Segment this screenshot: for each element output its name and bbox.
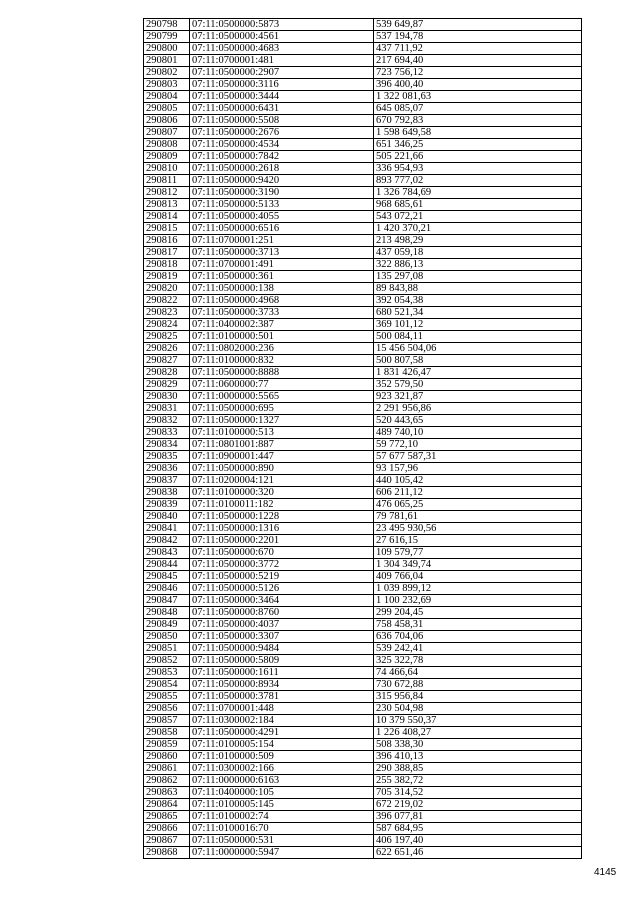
table-row (144, 391, 582, 403)
cadastral-number-cell: 07:11:0400000:105 (190, 787, 374, 799)
row-number-cell: 290860 (144, 751, 190, 763)
cadastral-number-cell: 07:11:0000000:6163 (190, 775, 374, 787)
value-cell: 705 314,52 (374, 787, 582, 799)
cadastral-number-cell: 07:11:0500000:4534 (190, 139, 374, 151)
table-row (144, 271, 582, 283)
value-cell: 213 498,29 (374, 235, 582, 247)
table-row (144, 787, 582, 799)
table-row (144, 283, 582, 295)
cadastral-number-cell: 07:11:0500000:4968 (190, 295, 374, 307)
value-cell: 1 326 784,69 (374, 187, 582, 199)
row-number-cell: 290798 (144, 19, 190, 31)
cadastral-number-cell: 07:11:0500000:3444 (190, 91, 374, 103)
cadastral-number-cell: 07:11:0500000:2676 (190, 127, 374, 139)
cadastral-number-cell: 07:11:0500000:2907 (190, 67, 374, 79)
row-number-cell: 290817 (144, 247, 190, 259)
table-row (144, 403, 582, 415)
cadastral-number-cell: 07:11:0100000:320 (190, 487, 374, 499)
value-cell: 539 649,87 (374, 19, 582, 31)
row-number-cell: 290840 (144, 511, 190, 523)
cadastral-number-cell: 07:11:0700001:448 (190, 703, 374, 715)
table-row (144, 523, 582, 535)
table-row (144, 355, 582, 367)
row-number-cell: 290837 (144, 475, 190, 487)
value-cell: 217 694,40 (374, 55, 582, 67)
cadastral-number-cell: 07:11:0100005:145 (190, 799, 374, 811)
table-row (144, 823, 582, 835)
value-cell: 440 105,42 (374, 475, 582, 487)
row-number-cell: 290800 (144, 43, 190, 55)
value-cell: 723 756,12 (374, 67, 582, 79)
cadastral-number-cell: 07:11:0500000:3733 (190, 307, 374, 319)
row-number-cell: 290816 (144, 235, 190, 247)
cadastral-number-cell: 07:11:0300002:184 (190, 715, 374, 727)
value-cell: 290 388,85 (374, 763, 582, 775)
table-row (144, 103, 582, 115)
cadastral-number-cell: 07:11:0500000:695 (190, 403, 374, 415)
table-row (144, 619, 582, 631)
cadastral-number-cell: 07:11:0500000:5809 (190, 655, 374, 667)
value-cell: 135 297,08 (374, 271, 582, 283)
cadastral-number-cell: 07:11:0500000:890 (190, 463, 374, 475)
cadastral-number-cell: 07:11:0500000:361 (190, 271, 374, 283)
cadastral-number-cell: 07:11:0300002:166 (190, 763, 374, 775)
row-number-cell: 290841 (144, 523, 190, 535)
value-cell: 587 684,95 (374, 823, 582, 835)
value-cell: 322 886,13 (374, 259, 582, 271)
cadastral-number-cell: 07:11:0500000:3781 (190, 691, 374, 703)
cadastral-number-cell: 07:11:0500000:3713 (190, 247, 374, 259)
row-number-cell: 290813 (144, 199, 190, 211)
row-number-cell: 290825 (144, 331, 190, 343)
row-number-cell: 290801 (144, 55, 190, 67)
table-row (144, 751, 582, 763)
value-cell: 606 211,12 (374, 487, 582, 499)
table-row (144, 559, 582, 571)
row-number-cell: 290858 (144, 727, 190, 739)
row-number-cell: 290822 (144, 295, 190, 307)
row-number-cell: 290802 (144, 67, 190, 79)
cadastral-number-cell: 07:11:0100005:154 (190, 739, 374, 751)
row-number-cell: 290807 (144, 127, 190, 139)
row-number-cell: 290827 (144, 355, 190, 367)
row-number-cell: 290804 (144, 91, 190, 103)
cadastral-number-cell: 07:11:0500000:9420 (190, 175, 374, 187)
cadastral-number-cell: 07:11:0600000:77 (190, 379, 374, 391)
table-row (144, 43, 582, 55)
value-cell: 336 954,93 (374, 163, 582, 175)
row-number-cell: 290820 (144, 283, 190, 295)
cadastral-number-cell: 07:11:0500000:3464 (190, 595, 374, 607)
table-row (144, 739, 582, 751)
table-row (144, 223, 582, 235)
row-number-cell: 290835 (144, 451, 190, 463)
cadastral-number-cell: 07:11:0500000:1228 (190, 511, 374, 523)
value-cell: 315 956,84 (374, 691, 582, 703)
cadastral-number-cell: 07:11:0500000:6516 (190, 223, 374, 235)
table-row (144, 571, 582, 583)
table-row (144, 151, 582, 163)
value-cell: 672 219,02 (374, 799, 582, 811)
value-cell: 670 792,83 (374, 115, 582, 127)
row-number-cell: 290839 (144, 499, 190, 511)
value-cell: 1 420 370,21 (374, 223, 582, 235)
table-row (144, 451, 582, 463)
cadastral-number-cell: 07:11:0500000:3772 (190, 559, 374, 571)
table-row (144, 583, 582, 595)
cadastral-number-cell: 07:11:0500000:4055 (190, 211, 374, 223)
value-cell: 10 379 550,37 (374, 715, 582, 727)
value-cell: 57 677 587,31 (374, 451, 582, 463)
row-number-cell: 290799 (144, 31, 190, 43)
table-row (144, 415, 582, 427)
value-cell: 409 766,04 (374, 571, 582, 583)
table-body (144, 19, 582, 859)
table-row (144, 703, 582, 715)
cadastral-number-cell: 07:11:0700001:491 (190, 259, 374, 271)
table-row (144, 547, 582, 559)
table-row (144, 199, 582, 211)
cadastral-number-cell: 07:11:0500000:4037 (190, 619, 374, 631)
cadastral-number-cell: 07:11:0500000:7842 (190, 151, 374, 163)
cadastral-number-cell: 07:11:0100000:513 (190, 427, 374, 439)
table-row (144, 211, 582, 223)
table-row (144, 91, 582, 103)
cadastral-number-cell: 07:11:0200004:121 (190, 475, 374, 487)
value-cell: 476 065,25 (374, 499, 582, 511)
table-row (144, 811, 582, 823)
table-row (144, 331, 582, 343)
cadastral-number-cell: 07:11:0500000:3116 (190, 79, 374, 91)
table-row (144, 115, 582, 127)
value-cell: 230 504,98 (374, 703, 582, 715)
value-cell: 489 740,10 (374, 427, 582, 439)
row-number-cell: 290853 (144, 667, 190, 679)
row-number-cell: 290855 (144, 691, 190, 703)
data-table (143, 18, 582, 859)
row-number-cell: 290842 (144, 535, 190, 547)
row-number-cell: 290812 (144, 187, 190, 199)
table-row (144, 535, 582, 547)
row-number-cell: 290815 (144, 223, 190, 235)
table-row (144, 475, 582, 487)
value-cell: 923 321,87 (374, 391, 582, 403)
value-cell: 520 443,65 (374, 415, 582, 427)
row-number-cell: 290849 (144, 619, 190, 631)
value-cell: 636 704,06 (374, 631, 582, 643)
cadastral-number-cell: 07:11:0100011:182 (190, 499, 374, 511)
row-number-cell: 290863 (144, 787, 190, 799)
table-row (144, 67, 582, 79)
cadastral-number-cell: 07:11:0500000:1611 (190, 667, 374, 679)
table-row (144, 763, 582, 775)
row-number-cell: 290851 (144, 643, 190, 655)
value-cell: 23 495 930,56 (374, 523, 582, 535)
row-number-cell: 290811 (144, 175, 190, 187)
row-number-cell: 290868 (144, 847, 190, 859)
row-number-cell: 290830 (144, 391, 190, 403)
row-number-cell: 290861 (144, 763, 190, 775)
table-row (144, 175, 582, 187)
cadastral-number-cell: 07:11:0500000:138 (190, 283, 374, 295)
value-cell: 59 772,10 (374, 439, 582, 451)
row-number-cell: 290819 (144, 271, 190, 283)
cadastral-number-cell: 07:11:0500000:4561 (190, 31, 374, 43)
cadastral-number-cell: 07:11:0100000:501 (190, 331, 374, 343)
value-cell: 500 807,58 (374, 355, 582, 367)
row-number-cell: 290829 (144, 379, 190, 391)
value-cell: 1 226 408,27 (374, 727, 582, 739)
value-cell: 255 382,72 (374, 775, 582, 787)
row-number-cell: 290828 (144, 367, 190, 379)
row-number-cell: 290845 (144, 571, 190, 583)
table-row (144, 727, 582, 739)
table-row (144, 127, 582, 139)
table-row (144, 295, 582, 307)
value-cell: 396 077,81 (374, 811, 582, 823)
value-cell: 1 100 232,69 (374, 595, 582, 607)
cadastral-number-cell: 07:11:0500000:2201 (190, 535, 374, 547)
value-cell: 2 291 956,86 (374, 403, 582, 415)
value-cell: 27 616,15 (374, 535, 582, 547)
table-row (144, 595, 582, 607)
value-cell: 1 831 426,47 (374, 367, 582, 379)
value-cell: 893 777,02 (374, 175, 582, 187)
row-number-cell: 290859 (144, 739, 190, 751)
row-number-cell: 290809 (144, 151, 190, 163)
row-number-cell: 290852 (144, 655, 190, 667)
value-cell: 89 843,88 (374, 283, 582, 295)
table-row (144, 235, 582, 247)
cadastral-number-cell: 07:11:0000000:5947 (190, 847, 374, 859)
row-number-cell: 290838 (144, 487, 190, 499)
cadastral-number-cell: 07:11:0100000:832 (190, 355, 374, 367)
cadastral-number-cell: 07:11:0801001:887 (190, 439, 374, 451)
value-cell: 392 054,38 (374, 295, 582, 307)
value-cell: 74 466,64 (374, 667, 582, 679)
row-number-cell: 290865 (144, 811, 190, 823)
row-number-cell: 290832 (144, 415, 190, 427)
table-row (144, 307, 582, 319)
row-number-cell: 290867 (144, 835, 190, 847)
value-cell: 537 194,78 (374, 31, 582, 43)
table-row (144, 655, 582, 667)
cadastral-number-cell: 07:11:0500000:1316 (190, 523, 374, 535)
cadastral-number-cell: 07:11:0500000:3307 (190, 631, 374, 643)
table-row (144, 691, 582, 703)
row-number-cell: 290818 (144, 259, 190, 271)
table-row (144, 835, 582, 847)
row-number-cell: 290826 (144, 343, 190, 355)
row-number-cell: 290843 (144, 547, 190, 559)
value-cell: 622 651,46 (374, 847, 582, 859)
table-row (144, 187, 582, 199)
table-row (144, 847, 582, 859)
cadastral-number-cell: 07:11:0500000:3190 (190, 187, 374, 199)
cadastral-number-cell: 07:11:0500000:9484 (190, 643, 374, 655)
cadastral-number-cell: 07:11:0500000:5873 (190, 19, 374, 31)
page-number: 4145 (594, 867, 617, 878)
value-cell: 543 072,21 (374, 211, 582, 223)
row-number-cell: 290805 (144, 103, 190, 115)
row-number-cell: 290854 (144, 679, 190, 691)
row-number-cell: 290831 (144, 403, 190, 415)
row-number-cell: 290857 (144, 715, 190, 727)
cadastral-number-cell: 07:11:0500000:4291 (190, 727, 374, 739)
table-row (144, 631, 582, 643)
value-cell: 505 221,66 (374, 151, 582, 163)
value-cell: 109 579,77 (374, 547, 582, 559)
value-cell: 539 242,41 (374, 643, 582, 655)
row-number-cell: 290834 (144, 439, 190, 451)
value-cell: 396 410,13 (374, 751, 582, 763)
cadastral-number-cell: 07:11:0500000:8888 (190, 367, 374, 379)
cadastral-number-cell: 07:11:0500000:5508 (190, 115, 374, 127)
table-row (144, 499, 582, 511)
value-cell: 437 711,92 (374, 43, 582, 55)
table-row (144, 463, 582, 475)
value-cell: 1 322 081,63 (374, 91, 582, 103)
value-cell: 680 521,34 (374, 307, 582, 319)
value-cell: 500 084,11 (374, 331, 582, 343)
cadastral-number-cell: 07:11:0700001:481 (190, 55, 374, 67)
table-row (144, 667, 582, 679)
table-row (144, 163, 582, 175)
cadastral-number-cell: 07:11:0500000:6431 (190, 103, 374, 115)
value-cell: 1 598 649,58 (374, 127, 582, 139)
cadastral-number-cell: 07:11:0500000:5219 (190, 571, 374, 583)
cadastral-number-cell: 07:11:0500000:1327 (190, 415, 374, 427)
value-cell: 437 059,18 (374, 247, 582, 259)
value-cell: 508 338,30 (374, 739, 582, 751)
row-number-cell: 290850 (144, 631, 190, 643)
value-cell: 299 204,45 (374, 607, 582, 619)
table-row (144, 259, 582, 271)
cadastral-number-cell: 07:11:0500000:5133 (190, 199, 374, 211)
table-row (144, 19, 582, 31)
row-number-cell: 290833 (144, 427, 190, 439)
value-cell: 651 346,25 (374, 139, 582, 151)
row-number-cell: 290846 (144, 583, 190, 595)
table-row (144, 367, 582, 379)
row-number-cell: 290866 (144, 823, 190, 835)
cadastral-number-cell: 07:11:0500000:8760 (190, 607, 374, 619)
cadastral-number-cell: 07:11:0500000:670 (190, 547, 374, 559)
table-row (144, 607, 582, 619)
row-number-cell: 290806 (144, 115, 190, 127)
cadastral-number-cell: 07:11:0900001:447 (190, 451, 374, 463)
row-number-cell: 290836 (144, 463, 190, 475)
row-number-cell: 290823 (144, 307, 190, 319)
value-cell: 79 781,61 (374, 511, 582, 523)
table-row (144, 55, 582, 67)
table-row (144, 775, 582, 787)
row-number-cell: 290847 (144, 595, 190, 607)
table-row (144, 379, 582, 391)
table-row (144, 343, 582, 355)
value-cell: 1 039 899,12 (374, 583, 582, 595)
value-cell: 758 458,31 (374, 619, 582, 631)
cadastral-number-cell: 07:11:0100002:74 (190, 811, 374, 823)
value-cell: 968 685,61 (374, 199, 582, 211)
table-row (144, 487, 582, 499)
table-row (144, 427, 582, 439)
table-row (144, 511, 582, 523)
table-row (144, 439, 582, 451)
cadastral-number-cell: 07:11:0100000:509 (190, 751, 374, 763)
cadastral-number-cell: 07:11:0100016:70 (190, 823, 374, 835)
value-cell: 730 672,88 (374, 679, 582, 691)
table-row (144, 79, 582, 91)
table-row (144, 715, 582, 727)
cadastral-number-cell: 07:11:0500000:5126 (190, 583, 374, 595)
cadastral-number-cell: 07:11:0700001:251 (190, 235, 374, 247)
value-cell: 93 157,96 (374, 463, 582, 475)
value-cell: 15 456 504,06 (374, 343, 582, 355)
cadastral-number-cell: 07:11:0500000:4683 (190, 43, 374, 55)
cadastral-number-cell: 07:11:0500000:2618 (190, 163, 374, 175)
row-number-cell: 290808 (144, 139, 190, 151)
row-number-cell: 290814 (144, 211, 190, 223)
value-cell: 369 101,12 (374, 319, 582, 331)
value-cell: 396 400,40 (374, 79, 582, 91)
table-row (144, 799, 582, 811)
cadastral-number-cell: 07:11:0500000:8934 (190, 679, 374, 691)
value-cell: 1 304 349,74 (374, 559, 582, 571)
row-number-cell: 290864 (144, 799, 190, 811)
table-row (144, 643, 582, 655)
cadastral-number-cell: 07:11:0000000:5565 (190, 391, 374, 403)
table-row (144, 139, 582, 151)
row-number-cell: 290862 (144, 775, 190, 787)
row-number-cell: 290810 (144, 163, 190, 175)
row-number-cell: 290803 (144, 79, 190, 91)
table-row (144, 319, 582, 331)
table-row (144, 247, 582, 259)
value-cell: 645 085,07 (374, 103, 582, 115)
cadastral-number-cell: 07:11:0400002:387 (190, 319, 374, 331)
value-cell: 325 322,78 (374, 655, 582, 667)
row-number-cell: 290848 (144, 607, 190, 619)
value-cell: 352 579,50 (374, 379, 582, 391)
row-number-cell: 290856 (144, 703, 190, 715)
cadastral-number-cell: 07:11:0500000:531 (190, 835, 374, 847)
table-row (144, 679, 582, 691)
row-number-cell: 290824 (144, 319, 190, 331)
row-number-cell: 290844 (144, 559, 190, 571)
cadastral-number-cell: 07:11:0802000:236 (190, 343, 374, 355)
table-row (144, 31, 582, 43)
value-cell: 406 197,40 (374, 835, 582, 847)
